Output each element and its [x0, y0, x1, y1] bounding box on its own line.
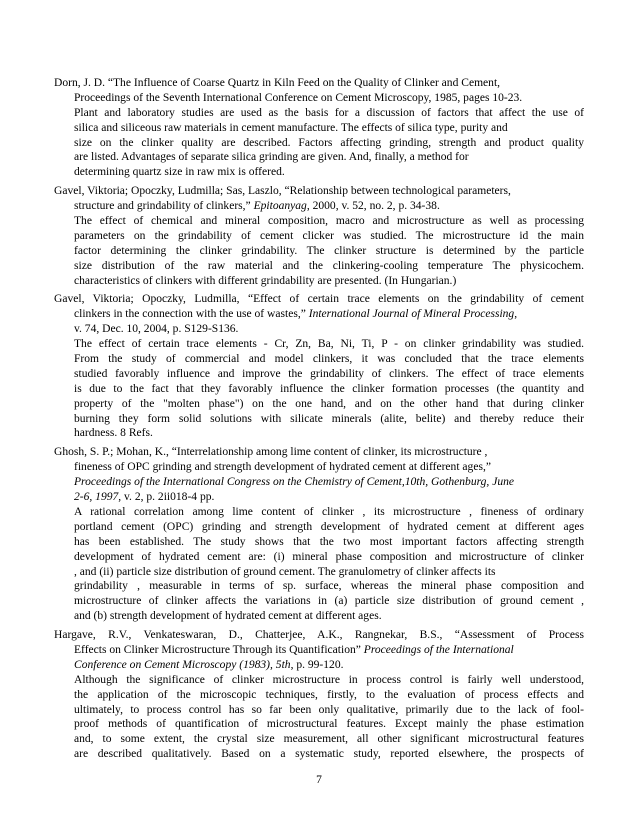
text-run: and (b) strength development of hydrated cement at different ages. [74, 610, 382, 623]
text-run: factor determining the clinker grindability. The clinker structure is determined by the particle [74, 244, 584, 257]
reference-line [54, 643, 584, 658]
text-run: the application of the microscopic techniques, firstly, to the evaluation of process effects and [74, 688, 584, 701]
text-run: , v. 2, p. 2ii018-4 pp. [118, 491, 215, 504]
text-run: parameters on the grindability of cement clicker was studied. The microstructure id the main [74, 229, 584, 242]
text-run: structure and grindability of clinkers,” [74, 200, 254, 213]
text-run: The effect of certain trace elements - Cr, Zn, Ba, Ni, Ti, P - on clinker grindability was studied. [74, 338, 584, 351]
text-run: Ghosh, S. P.; Mohan, K., “Interrelationship among lime content of clinker, its microstructure , [54, 446, 488, 459]
text-run: silica and siliceous raw materials in cement manufacture. The effects of silica type, purity and [74, 121, 508, 134]
text-run: Gavel, Viktoria; Opoczky, Ludmilla, “Effect of certain trace elements on the grindability of cement [54, 293, 584, 306]
text-run: size distribution of the raw material and the clinkering-cooling temperature The physicochem. [74, 259, 584, 272]
text-run: fineness of OPC grinding and strength development of hydrated cement at different ages,” [74, 461, 491, 474]
reference-entry [54, 628, 584, 762]
reference-entry [54, 184, 584, 288]
text-run: v. 74, Dec. 10, 2004, p. S129-S136. [74, 323, 239, 336]
text-run: characteristics of clinkers with different grindability are presented. (In Hungarian.) [74, 274, 457, 287]
text-run: Proceedings of the Seventh International Conference on Cement Microscopy, 1985, pages 10-23. [74, 91, 523, 104]
text-run: and, to some extent, the crystal size measurement, all other significant microstructural features [74, 733, 584, 746]
text-run: ultimately, to process control has so far been only qualitative, primarily due to the lack of fool- [74, 703, 584, 716]
italic-text: Conference on Cement Microscopy (1983), 5th [74, 658, 291, 671]
text-run: proof methods of quantification of microstructural features. Except mainly the phase estimation [74, 718, 584, 731]
reference-list [54, 76, 584, 766]
text-run: Dorn, J. D. “The Influence of Coarse Quartz in Kiln Feed on the Quality of Clinker and Cement, [54, 77, 501, 89]
text-run: development of hydrated cement are: (i) mineral phase composition and microstructure of clinker [74, 550, 584, 563]
reference-line [54, 550, 584, 565]
reference-line [54, 91, 584, 106]
reference-entry [54, 292, 584, 441]
italic-text: Proceedings of the International Congress on the Chemistry of Cement,10th, Gothenburg, June [74, 476, 515, 489]
text-run: determining quartz size in raw mix is offered. [74, 166, 285, 179]
text-run: , [514, 308, 518, 321]
reference-line [54, 673, 584, 688]
reference-line [54, 732, 584, 747]
reference-line [54, 274, 584, 289]
italic-text: Proceedings of the International [363, 643, 514, 656]
reference-line [54, 412, 584, 427]
text-run: hardness. 8 Refs. [74, 427, 153, 440]
text-run: Hargave, R.V., Venkateswaran, D., Chatterjee, A.K., Rangnekar, B.S., “Assessment of Process [54, 629, 584, 642]
reference-line [54, 382, 584, 397]
reference-line [54, 505, 584, 520]
reference-line [54, 747, 584, 762]
text-run: studied favorably influence and improve the grindability of clinkers. The effect of trace elements [74, 367, 584, 380]
page-number: 7 [316, 774, 322, 786]
text-run: Although the significance of clinker microstructure in process control is fairly well understood, [74, 673, 584, 686]
text-run: are described qualitatively. Based on a systematic study, reported elsewhere, the prospects of [74, 748, 584, 761]
reference-entry [54, 76, 584, 180]
reference-line [54, 460, 584, 475]
reference-line [54, 520, 584, 535]
text-run: , and (ii) particle size distribution of ground cement. The granulometry of clinker affects its [74, 565, 496, 578]
reference-line [54, 594, 584, 609]
reference-line [54, 244, 584, 259]
reference-line [54, 307, 584, 322]
text-run: clinkers in the connection with the use of wastes,” [74, 308, 309, 321]
reference-line [54, 426, 584, 441]
text-run: burning they form solid solutions with silicate minerals (alite, belite) and thereby reduce their [74, 412, 584, 425]
text-run: , 2000, v. 52, no. 2, p. 34-38. [306, 200, 440, 213]
reference-line [54, 322, 584, 337]
text-run: microstructure of clinker affects the variations in (a) particle size distribution of ground cement , [74, 595, 584, 608]
reference-line [54, 150, 584, 165]
reference-line [54, 688, 584, 703]
reference-line [54, 214, 584, 229]
reference-line [54, 199, 584, 214]
reference-line [54, 445, 584, 460]
text-run: size on the clinker quality are described. Factors affecting grinding, strength and product quality [74, 136, 584, 149]
reference-line [54, 565, 584, 580]
reference-line [54, 337, 584, 352]
italic-text: 2-6, 1997 [74, 491, 119, 504]
reference-line [54, 229, 584, 244]
reference-line [54, 184, 584, 199]
text-run: Effects on Clinker Microstructure Through its Quantification” [74, 643, 364, 656]
text-run: is due to the fact that they favorably influence the clinker formation processes (the quantity and [74, 382, 584, 395]
text-run: The effect of chemical and mineral composition, macro and microstructure as well as processing [74, 215, 584, 228]
reference-line [54, 106, 584, 121]
reference-line [54, 259, 584, 274]
text-run: A rational correlation among lime content of clinker , its microstructure , fineness of ordinary [74, 505, 584, 518]
text-run: are listed. Advantages of separate silica grinding are given. And, finally, a method for [74, 151, 469, 164]
reference-line [54, 579, 584, 594]
text-run: property of the "molten phase") on the one hand, and on the other hand that during clinker [74, 397, 584, 410]
reference-entry [54, 445, 584, 624]
reference-line [54, 658, 584, 673]
reference-line [54, 76, 584, 91]
reference-line [54, 121, 584, 136]
text-run: Gavel, Viktoria; Opoczky, Ludmilla; Sas, Laszlo, “Relationship between technological parameters, [54, 185, 511, 198]
reference-line [54, 165, 584, 180]
reference-line [54, 609, 584, 624]
reference-line [54, 367, 584, 382]
text-run: portland cement (OPC) grinding and strength development of hydrated cement at different ages [74, 520, 584, 533]
text-run: grindability , measurable in terms of sp. surface, whereas the mineral phase composition and [74, 580, 584, 593]
reference-line [54, 628, 584, 643]
text-run: Plant and laboratory studies are used as the basis for a discussion of factors that affect the use of [74, 106, 584, 119]
reference-line [54, 397, 584, 412]
reference-line [54, 136, 584, 151]
text-run: , p. 99-120. [290, 658, 344, 671]
reference-line [54, 490, 584, 505]
reference-line [54, 475, 584, 490]
text-run: From the study of commercial and model clinkers, it was concluded that the trace elements [74, 353, 584, 366]
reference-line [54, 292, 584, 307]
text-run: has been established. The study shows that the two most important factors affecting strength [74, 535, 584, 548]
italic-text: International Journal of Mineral Processing [308, 308, 515, 321]
reference-line [54, 703, 584, 718]
reference-line [54, 352, 584, 367]
reference-line [54, 717, 584, 732]
reference-line [54, 535, 584, 550]
italic-text: Epitoanyag [253, 200, 307, 213]
